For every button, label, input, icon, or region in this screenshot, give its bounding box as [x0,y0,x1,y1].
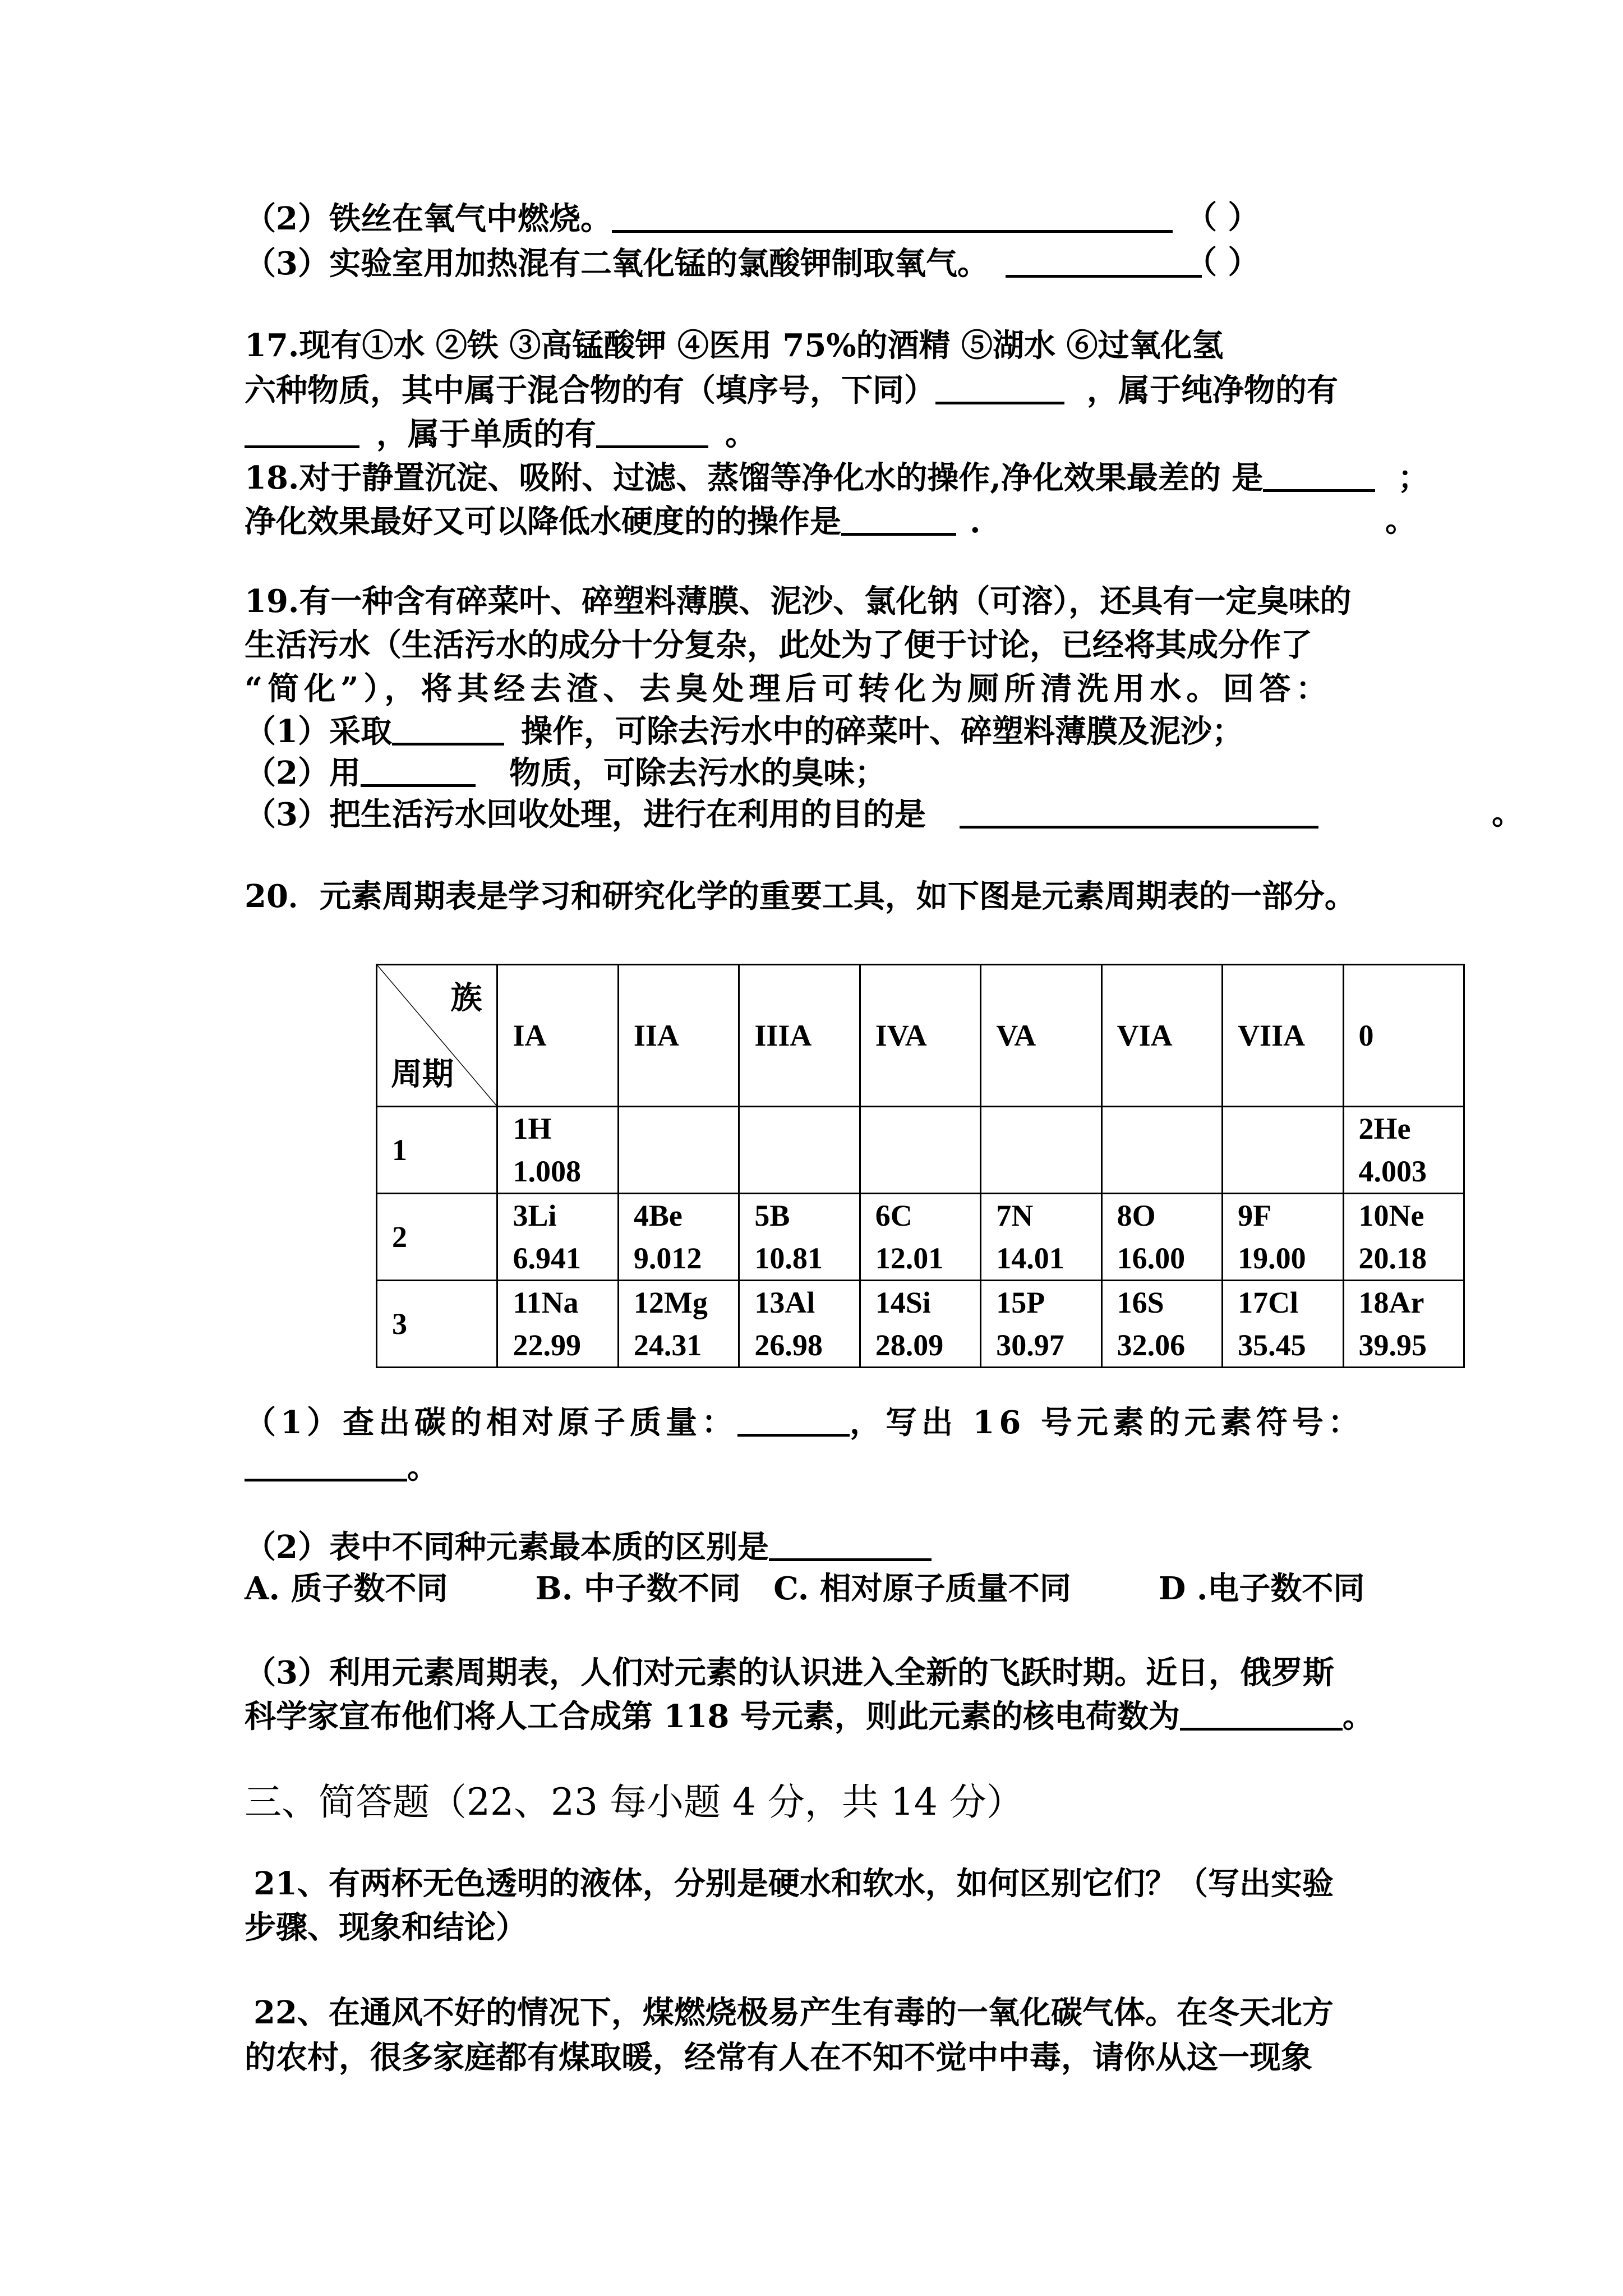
element-symbol: 17Cl [1238,1286,1299,1319]
element-symbol: 13Al [754,1286,815,1319]
element-mass: 26.98 [754,1328,823,1362]
q22-line1: 22、在通风不好的情况下，煤燃烧极易产生有毒的一氧化碳气体。在冬天北方 [253,1994,1334,2031]
q16-item2-blank[interactable] [612,196,1173,233]
element-cell [739,1194,860,1281]
element-cell [1223,1107,1343,1194]
element-cell [860,1194,980,1281]
element-symbol: 6C [875,1199,912,1232]
q19-line2: 生活污水（生活污水的成分十分复杂，此处为了便于讨论，已经将其成分作了 [245,627,1312,664]
group-header: 0 [1343,965,1464,1107]
element-cell [618,1107,739,1194]
element-cell [1223,1281,1343,1368]
element-symbol: 16S [1117,1286,1164,1319]
group-header: VIA [1101,965,1222,1107]
element-mass: 12.01 [875,1241,944,1275]
q19-item3-period: 。 [1492,795,1523,832]
q20-difference-blank[interactable] [769,1525,932,1561]
element-cell [860,1107,980,1194]
element-cell [739,1281,860,1368]
period-row [377,1107,1464,1194]
element-symbol: 8O [1117,1199,1156,1232]
q20-carbon-mass-blank[interactable] [737,1400,850,1437]
element-cell [1101,1107,1222,1194]
q18-worst-blank[interactable] [1263,455,1375,492]
period-label: 2 [377,1194,497,1281]
element-symbol: 9F [1238,1199,1272,1232]
q16-item3-blank[interactable] [1006,241,1202,278]
q20-sub3-end: 。 [1342,1698,1374,1735]
period-row [377,1281,1464,1368]
q20-options: A. 质子数不同 B. 中子数不同 C. 相对原子质量不同 D .电子数不同 [245,1570,1365,1607]
element-mass: 20.18 [1358,1241,1427,1275]
element-cell [1343,1194,1464,1281]
periodic-table-header-row [377,965,1464,1107]
q19-purpose-blank[interactable] [960,792,1318,829]
q17-line1: 17.现有①水 ②铁 ③高锰酸钾 ④医用 75%的酒精 ⑤湖水 ⑥过氧化氢 [245,327,1224,364]
q20-sub3-line1: （3）利用元素周期表，人们对元素的认识进入全新的飞跃时期。近日，俄罗斯 [245,1654,1334,1691]
q18-line1 [245,455,1429,499]
q19-line1: 19.有一种含有碎菜叶、碎塑料薄膜、泥沙、氯化钠（可溶），还具有一定臭味的 [245,583,1352,620]
element-symbol: 5B [754,1199,790,1232]
q18-best-blank[interactable] [841,499,956,536]
element-mass: 35.45 [1238,1328,1306,1362]
element-mass: 28.09 [875,1328,944,1362]
q19-item1-text: （1）采取 [245,713,392,750]
q20-sub3-text: 科学家宣布他们将人工合成第 118 号元素，则此元素的核电荷数为 [245,1698,1180,1735]
q16-item2 [245,196,1173,240]
element-cell [1343,1281,1464,1368]
element-cell [618,1281,739,1368]
element-symbol: 14Si [875,1286,931,1319]
element-mass: 39.95 [1358,1328,1427,1362]
q18-line2-period: 。 [1385,502,1417,539]
element-mass: 6.941 [513,1241,581,1275]
q17-pure-blank[interactable] [245,412,359,448]
q22-line2: 的农村，很多家庭都有煤取暖，经常有人在不知不觉中中毒，请你从这一现象 [245,2039,1312,2076]
element-symbol: 10Ne [1358,1199,1424,1232]
element-cell [497,1281,618,1368]
corner-period-label: 周期 [391,1056,454,1093]
periodic-table-corner [377,965,497,1107]
q16-item3-paren: （ ） [1186,244,1260,281]
group-header: IIIA [739,965,860,1107]
q19-item1 [245,709,1243,753]
q16-item3 [245,241,1202,285]
q19-item3-text: （3）把生活污水回收处理，进行在利用的目的是 [245,796,926,833]
q20-sub1-text-b: ，写出 16 号元素的元素符号： [849,1404,1364,1441]
group-header: IVA [860,965,980,1107]
q19-item3 [245,792,1318,836]
q20-sub1-end: 。 [407,1449,439,1486]
q17-element-blank[interactable] [596,412,708,448]
element-mass: 9.012 [633,1241,702,1275]
element-cell [981,1194,1101,1281]
q19-item2-text-b: 物质，可除去污水的臭味； [509,754,886,792]
q19-line3: “简化”），将其经去渣、去臭处理后可转化为厕所清洗用水。回答： [245,670,1332,707]
element-cell [981,1107,1101,1194]
q20-sub2 [245,1525,932,1568]
q17-line2-text-b: ，属于纯净物的有 [1087,372,1338,409]
q16-item3-text: （3）实验室用加热混有二氧化锰的氯酸钾制取氧气。 [245,245,989,282]
element-cell [981,1281,1101,1368]
element-mass: 16.00 [1117,1241,1186,1275]
element-symbol: 18Ar [1358,1286,1424,1319]
group-header: VIIA [1223,965,1343,1107]
q20-intro: 20．元素周期表是学习和研究化学的重要工具，如下图是元素周期表的一部分。 [245,878,1356,915]
element-symbol: 4Be [633,1199,683,1232]
q16-item2-text: （2）铁丝在氧气中燃烧。 [245,200,612,237]
element-cell [497,1107,618,1194]
q20-sub2-text: （2）表中不同种元素最本质的区别是 [245,1529,769,1566]
periodic-table [376,964,1465,1368]
q19-substance-blank[interactable] [361,751,476,787]
element-mass: 10.81 [754,1241,823,1275]
q20-sub1-cont [245,1445,439,1489]
element-mass: 4.003 [1358,1154,1427,1188]
q18-line1-end: ； [1398,459,1430,496]
q19-item1-text-b: 操作，可除去污水中的碎菜叶、碎塑料薄膜及泥沙； [520,713,1243,750]
element-mass: 19.00 [1238,1241,1306,1275]
element-mass: 14.01 [996,1241,1064,1275]
element-cell [618,1194,739,1281]
q19-item2 [245,751,886,794]
group-header: IA [497,965,618,1107]
element-mass: 32.06 [1117,1328,1186,1362]
element-cell [860,1281,980,1368]
period-row [377,1194,1464,1281]
q18-line2 [245,499,981,543]
element-cell [739,1107,860,1194]
q21-line1: 21、有两杯无色透明的液体，分别是硬水和软水，如何区别它们？（写出实验 [253,1865,1334,1902]
q19-operation-blank[interactable] [392,709,504,746]
q17-line3 [245,412,757,455]
q20-sub1-text: （1）查出碳的相对原子质量： [245,1404,737,1441]
q18-line2-dot: . [970,503,981,540]
q17-line2 [245,368,1338,412]
element-cell [1343,1107,1464,1194]
element-mass: 22.99 [513,1328,581,1362]
element-mass: 24.31 [633,1328,702,1362]
element-cell [1101,1281,1222,1368]
element-symbol: 3Li [513,1199,557,1232]
element-symbol: 12Mg [633,1286,708,1319]
periodic-table-body [377,1107,1464,1368]
group-header: VA [981,965,1101,1107]
period-label: 3 [377,1281,497,1368]
element-symbol: 1H [513,1112,552,1145]
q16-item2-paren: （ ） [1186,199,1260,236]
q20-element-symbol-blank[interactable] [245,1445,407,1481]
q17-line3-end: 。 [725,416,757,453]
element-cell [497,1194,618,1281]
element-symbol: 11Na [513,1286,579,1319]
q17-mixture-blank[interactable] [935,368,1064,404]
section3-heading: 三、简答题（22、23 每小题 4 分，共 14 分） [245,1780,1023,1824]
q20-sub1 [245,1400,1364,1444]
element-symbol: 2He [1358,1112,1411,1145]
q20-sub3-line2 [245,1694,1374,1738]
q18-line2-text: 净化效果最好又可以降低水硬度的的操作是 [245,503,841,540]
q21-line2: 步骤、现象和结论） [245,1909,527,1946]
q19-item2-text: （2）用 [245,754,361,792]
element-mass: 1.008 [513,1154,581,1188]
element-mass: 30.97 [996,1328,1064,1362]
corner-group-label: 族 [450,979,482,1016]
group-header: IIA [618,965,739,1107]
q17-line3-text: ，属于单质的有 [376,416,596,453]
q18-line1-text: 18.对于静置沉淀、吸附、过滤、蒸馏等净化水的操作,净化效果最差的 是 [245,459,1264,496]
element-cell [1223,1194,1343,1281]
q20-nuclear-charge-blank[interactable] [1180,1694,1343,1731]
period-label: 1 [377,1107,497,1194]
element-symbol: 7N [996,1199,1034,1232]
element-symbol: 15P [996,1286,1045,1319]
q17-line2-text: 六种物质，其中属于混合物的有（填序号，下同） [245,372,935,409]
element-cell [1101,1194,1222,1281]
